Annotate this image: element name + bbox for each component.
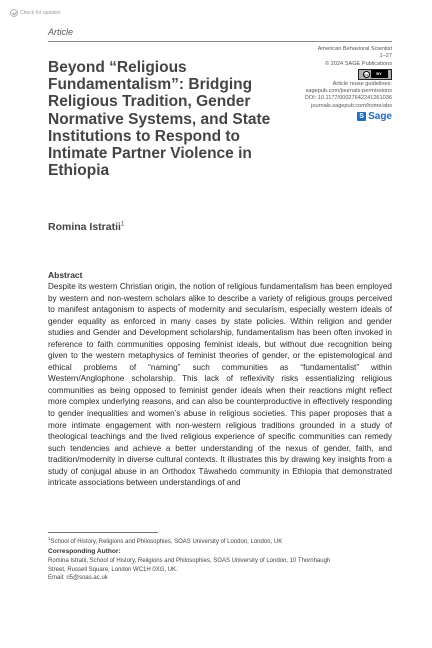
cc-icon: cc — [363, 71, 369, 77]
check-for-updates-badge[interactable] — [10, 6, 64, 20]
affiliation-mark: 1 — [120, 221, 125, 228]
corresponding-author-details — [48, 557, 348, 583]
creative-commons-badge[interactable] — [358, 69, 392, 80]
corresponding-address-line: Romina Istratii, School of History, Religions and Philosophies, SOAS University of London, 10 Thornhaugh — [48, 558, 331, 564]
abstract-heading: Abstract — [48, 270, 83, 280]
cc-by-label: BY — [371, 70, 388, 78]
publication-meta — [242, 46, 392, 121]
paper-title: Beyond “Religious Fundamentalism”: Bridging Religious Tradition, Gender Normative Systems, and State Institutions to Respond to Intimate Partner Violence in Ethiopia — [48, 59, 271, 180]
corresponding-author-heading: Corresponding Author: — [48, 548, 121, 555]
header-divider — [48, 41, 392, 42]
reuse-guidelines-link[interactable]: sagepub.com/journals-permissions — [305, 88, 392, 95]
copyright-notice: © 2024 SAGE Publications — [325, 60, 392, 67]
check-icon — [10, 9, 18, 17]
journal-name: American Behavioral Scientist — [317, 46, 392, 52]
corresponding-email[interactable]: Email: ri5@soas.ac.uk — [48, 575, 108, 581]
footnote-text: School of History, Religions and Philosophies, SOAS University of London, London, UK — [50, 539, 283, 545]
reuse-guidelines-label: Article reuse guidelines: — [332, 80, 392, 87]
doi-link[interactable]: DOI: 10.1177/00027642241261036 — [304, 95, 392, 102]
page-range: 1–27 — [379, 53, 392, 60]
corresponding-address-line: Street, Russell Square, London WC1H 0XG, UK. — [48, 566, 178, 573]
abstract-body: Despite its western Christian origin, the notion of religious fundamentalism has been employed by western and non-western scholars alike to describe a variety of religious groups perceived to manifest antagonism to aspects of modernity and secularism, especially western ideals of gender equality as enforced in many cases by state policies. Within religion and gender studies and Gender and Development scholarship, fundamentalism has been often invoked in reference to faith communities opposing feminist ideals, but without due recognition being given to the western metaphysics of feminist theories of gender, or the epistemological and ethical problems of “naming” such communities as “fundamentalist” within Western/Anglophone scholarship. This lack of reflexivity risks essentializing religious communities as being opposed to feminist gender ideals when their reactions might reflect more complex underlying reasons, and can also be counterproductive in effectively responding to gender inequalities and women’s abuse in religious societies. This paper proposes that a more intimate engagement with non-western religious traditions grounded in a study of theological teachings and the lived religious experience of specific communities can remedy such tendencies and achieve a better understanding of the nexus of gender, faith, and tradition/modernity in diverse cultural contexts. It illustrates this by drawing key insights from a study of conjugal abuse in an Orthodox Täwahedo community in Ethiopia that demonstrated intricate associations between understandings of and — [48, 282, 392, 488]
check-for-updates-label: Check for updates — [20, 10, 61, 16]
sage-s-icon: S — [357, 112, 366, 121]
sage-logo — [357, 112, 392, 121]
journal-homepage-link[interactable]: journals.sagepub.com/home/abs — [311, 102, 392, 109]
author-name: Romina Istratii — [48, 221, 121, 233]
sage-logo-text: Sage — [368, 110, 392, 122]
author-line — [48, 221, 124, 233]
footnote-mark: 1 — [48, 536, 51, 541]
article-type-label: Article — [48, 27, 74, 37]
footnote-divider — [48, 532, 158, 533]
affiliation-footnote — [48, 535, 392, 546]
abstract-section — [48, 270, 392, 489]
